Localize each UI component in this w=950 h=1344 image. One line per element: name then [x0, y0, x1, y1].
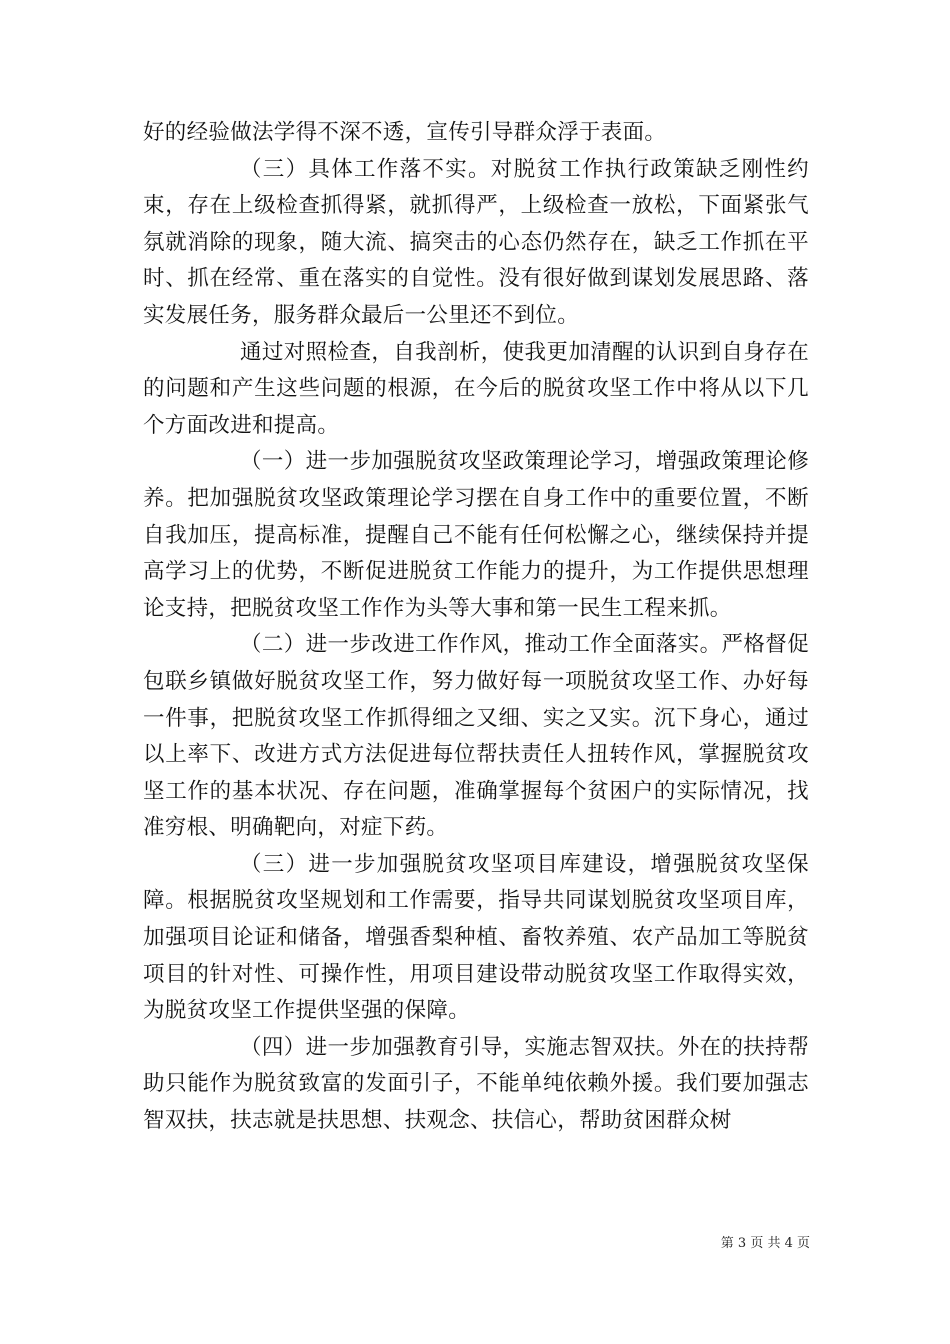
paragraph-2: （三）具体工作落不实。对脱贫工作执行政策缺乏刚性约束，存在上级检查抓得紧，就抓得严，上级检查一放松，下面紧张气氛就消除的现象，随大流、搞突击的心态仍然存在，缺乏工作抓在平时、抓在经常、重在落实的自觉性。没有很好做到谋划发展思路、落实发展任务，服务群众最后一公里还不到位。 [143, 156, 809, 328]
paragraph-3: 通过对照检查，自我剖析，使我更加清醒的认识到自身存在的问题和产生这些问题的根源，在今后的脱贫攻坚工作中将从以下几个方面改进和提高。 [143, 339, 809, 438]
document-body [143, 115, 809, 1140]
paragraph-5: （二）进一步改进工作作风，推动工作全面落实。严格督促包联乡镇做好脱贫攻坚工作，努力做好每一项脱贫攻坚工作、办好每一件事，把脱贫攻坚工作抓得细之又细、实之又实。沉下身心，通过以上率下、改进方式方法促进每位帮扶责任人扭转作风，掌握脱贫攻坚工作的基本状况、存在问题，准确掌握每个贫困户的实际情况，找准穷根、明确靶向，对症下药。 [143, 632, 809, 841]
paragraph-4: （一）进一步加强脱贫攻坚政策理论学习，增强政策理论修养。把加强脱贫攻坚政策理论学习摆在自身工作中的重要位置，不断自我加压，提高标准，提醒自己不能有任何松懈之心，继续保持并提高学习上的优势，不断促进脱贫工作能力的提升，为工作提供思想理论支持，把脱贫攻坚工作作为头等大事和第一民生工程来抓。 [143, 449, 809, 621]
paragraph-1: 好的经验做法学得不深不透，宣传引导群众浮于表面。 [143, 120, 667, 145]
paragraph-6: （三）进一步加强脱贫攻坚项目库建设，增强脱贫攻坚保障。根据脱贫攻坚规划和工作需要，指导共同谋划脱贫攻坚项目库，加强项目论证和储备，增强香梨种植、畜牧养殖、农产品加工等脱贫项目的针对性、可操作性，用项目建设带动脱贫攻坚工作取得实效，为脱贫攻坚工作提供坚强的保障。 [143, 851, 809, 1024]
paragraph-7: （四）进一步加强教育引导，实施志智双扶。外在的扶持帮助只能作为脱贫致富的发面引子，不能单纯依赖外援。我们要加强志智双扶，扶志就是扶思想、扶观念、扶信心，帮助贫困群众树 [143, 1034, 809, 1134]
page-number-footer: 第 3 页 共 4 页 [720, 1236, 810, 1251]
